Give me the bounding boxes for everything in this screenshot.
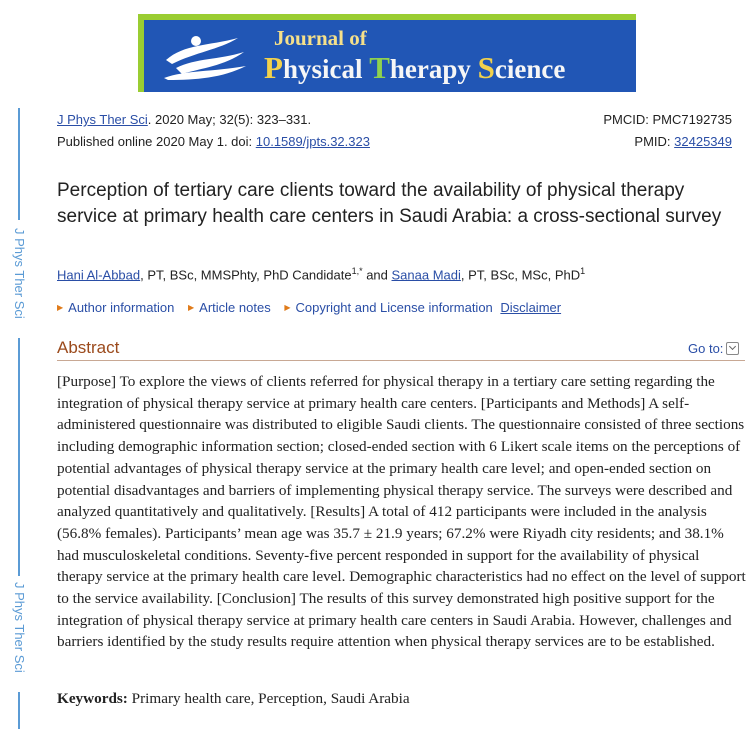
side-rule-bottom: [18, 692, 20, 729]
keywords: Keywords: Primary health care, Perception, Saudi Arabia: [57, 690, 410, 707]
author-list: Hani Al-Abbad, PT, BSc, MMSPhty, PhD Candidate$^{1,*}$ and Sanaa Madi, PT, BSc, MSc, PhD$^1$: [57, 266, 586, 283]
journal-logo-icon: [162, 34, 248, 80]
expand-triangle-icon: ▶: [188, 303, 195, 312]
side-label-bottom: J Phys Ther Sci: [12, 582, 27, 673]
chevron-down-icon[interactable]: [726, 342, 739, 355]
copyright-toggle[interactable]: Copyright and License information: [295, 300, 493, 315]
author-link-1[interactable]: Hani Al-Abbad: [57, 267, 141, 283]
doi-link[interactable]: 10.1589/jpts.32.323: [255, 134, 370, 149]
journal-banner[interactable]: [144, 20, 636, 92]
expand-triangle-icon: ▶: [57, 303, 64, 312]
article-notes-toggle[interactable]: Article notes: [199, 300, 271, 315]
side-rule-top: [18, 108, 20, 220]
banner-title-line1: Journal of: [274, 26, 367, 50]
side-label-top: J Phys Ther Sci: [12, 228, 27, 319]
banner-title-line2: Physical Therapy Science: [264, 50, 566, 85]
article-title: Perception of tertiary care clients toward the availability of physical therapy service at primary health care centers in Saudi Arabia: a cross-sectional survey: [57, 180, 722, 227]
published-line: Published online 2020 May 1. doi: 10.1589/jpts.32.323: [57, 134, 370, 149]
author-information-toggle[interactable]: Author information: [68, 300, 175, 315]
citation-line: J Phys Ther Sci. 2020 May; 32(5): 323–331.: [57, 112, 312, 127]
abstract-divider: [57, 360, 745, 361]
side-rule-middle: [18, 338, 20, 576]
author-link-2[interactable]: Sanaa Madi: [391, 267, 461, 283]
pmcid: PMCID: PMC7192735: [603, 112, 732, 127]
pmid-link[interactable]: 32425349: [674, 134, 732, 149]
journal-link[interactable]: J Phys Ther Sci: [57, 112, 148, 127]
abstract-heading: Abstract: [57, 338, 120, 357]
abstract-text: [Purpose] To explore the views of clients referred for physical therapy in a tertiary care setting regarding the integration of physical therapy service at primary health care centers. [Participants and Methods] A self-administered questionnaire was distributed to eligible Saudi clients. The questionnaire consisted of three sections including demographic information section; closed-ended section with 6 Likert scale items on the perceptions of potential advantages of physical therapy service at the primary health care level; and open-ended section on potential disadvantages and barriers of implementing physical therapy service. The surveys were described and analyzed quantitatively and qualitatively. [Results] A total of 412 participants were included in the analysis (56.8% females). Participants’ mean age was 35.7 ± 21.9 years; 67.2% were Riyadh city residents; and 38.1% had musculoskeletal conditions. Seventy-five percent responded in support for the availability of physical therapy service at the primary health care level. Demographic characteristics had no effect on the level of support to the service availability. [Conclusion] The results of this survey demonstrated high positive support for the integration of physical therapy service at primary health care centers in Saudi Arabia. However, challenges and barriers identified by the study results require attention when physical therapy services are to be established.: [57, 373, 746, 651]
article-info-links: [57, 300, 561, 315]
pmid-line: PMID: 32425349: [634, 134, 732, 149]
goto-menu[interactable]: Go to:: [688, 341, 739, 356]
expand-triangle-icon: ▶: [284, 303, 291, 312]
disclaimer-link[interactable]: Disclaimer: [500, 300, 562, 315]
